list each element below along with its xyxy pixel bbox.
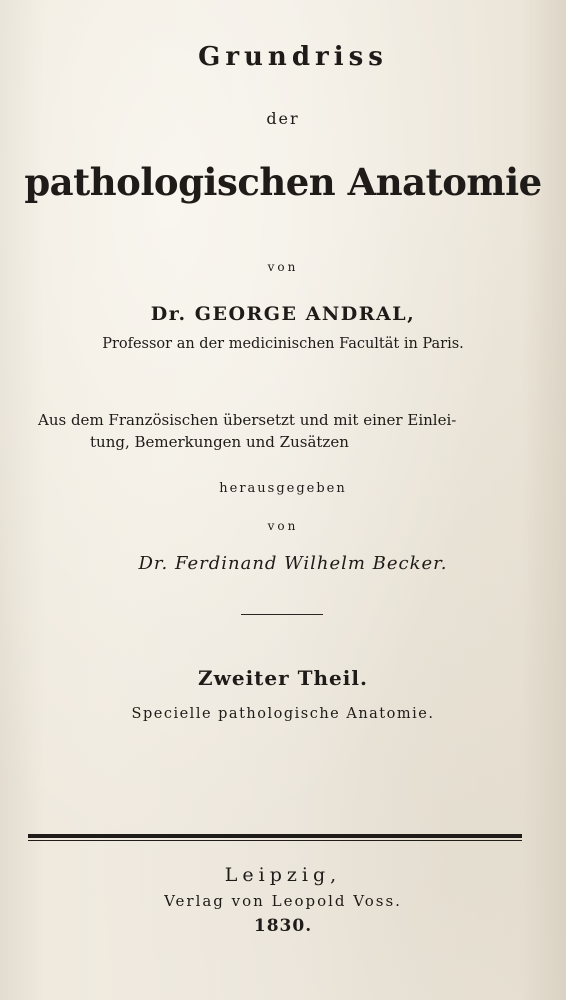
editor-label: herausgegeben [219, 481, 347, 496]
imprint-rule-thin [28, 840, 522, 841]
book-title-grundriss: Grundriss [198, 42, 388, 72]
part-title: Zweiter Theil. [198, 666, 368, 690]
author-role: Professor an der medicinischen Facultät in Paris. [102, 336, 464, 352]
editor-name: Dr. Ferdinand Wilhelm Becker. [138, 553, 448, 574]
translation-note [38, 410, 538, 454]
book-title-main: pathologischen Anatomie [24, 160, 542, 204]
author-name: Dr. GEORGE ANDRAL, [150, 303, 416, 325]
imprint-rule-thick [28, 834, 522, 838]
part-subtitle: Specielle pathologische Anatomie. [131, 706, 435, 722]
imprint-year: 1830. [253, 916, 313, 936]
book-title-der: der [266, 109, 300, 128]
author-von: von [267, 260, 299, 274]
translation-line-2: tung, Bemerkungen und Zusätzen [90, 432, 349, 451]
short-divider [241, 614, 323, 615]
editor-von: von [267, 519, 299, 533]
imprint-publisher: Verlag von Leopold Voss. [164, 892, 402, 910]
translation-line-1: Aus dem Französischen übersetzt und mit einer Einlei- [38, 411, 457, 429]
imprint-city: Leipzig, [224, 864, 342, 886]
